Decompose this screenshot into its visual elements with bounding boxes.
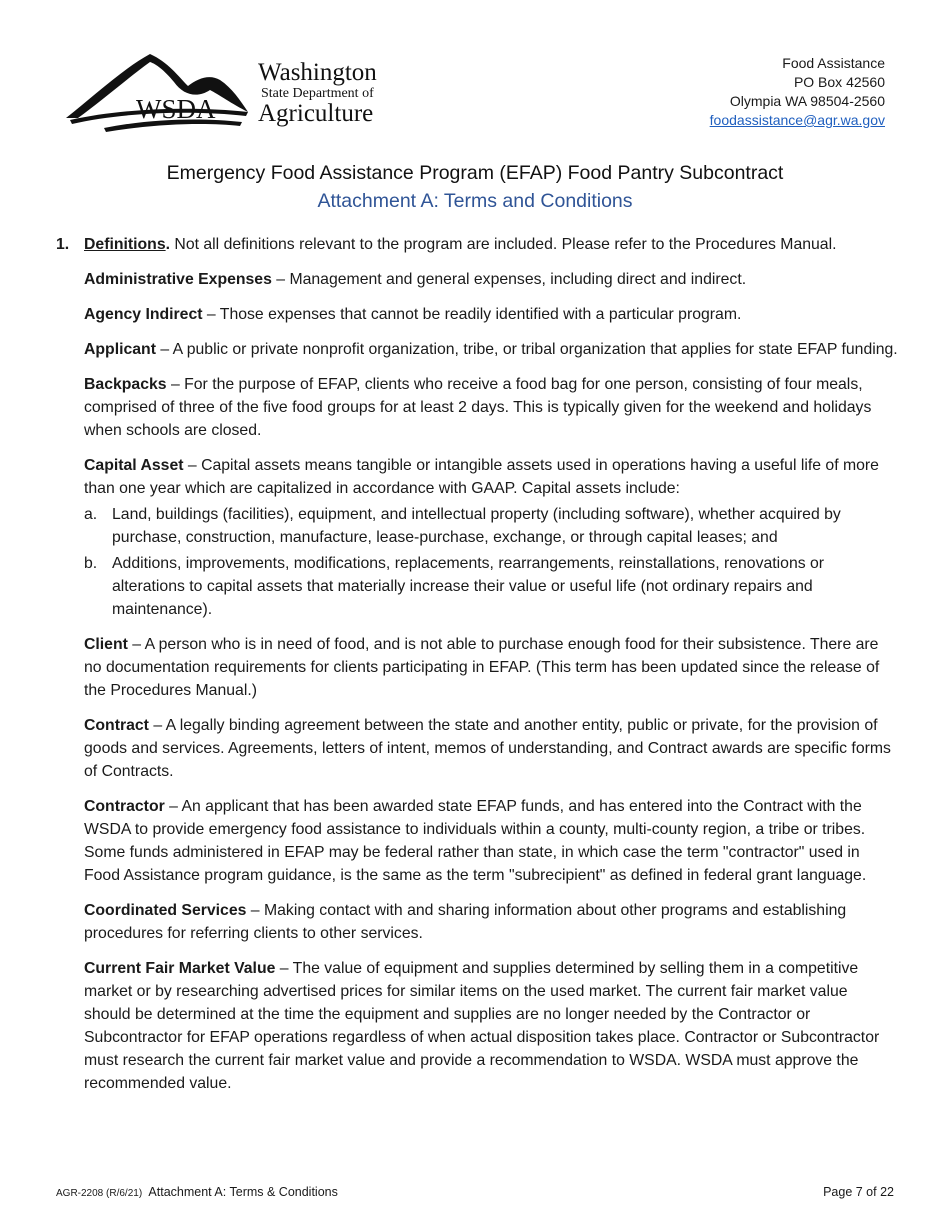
definition-text: – A person who is in need of food, and is not able to purchase enough food for their subsistence. There are no documentation requirements for clients participating in EFAP. (This term has been updated since the release of the Procedures Manual.) bbox=[84, 636, 880, 699]
wsda-logo bbox=[64, 48, 384, 134]
email-link[interactable]: foodassistance@agr.wa.gov bbox=[709, 112, 885, 128]
section-intro: Not all definitions relevant to the program are included. Please refer to the Procedures Manual. bbox=[170, 236, 837, 253]
logo-washington: Washington bbox=[258, 59, 377, 86]
wsda-mountain-logo-icon bbox=[64, 48, 250, 134]
definition-applicant bbox=[84, 338, 898, 361]
definition-current-fair-market-value bbox=[84, 957, 898, 1095]
definition-text: – Making contact with and sharing information about other programs and establishing procedures for referring clients to other services. bbox=[84, 902, 847, 942]
list-item-letter: b. bbox=[84, 555, 98, 572]
definition-backpacks bbox=[84, 373, 898, 442]
definition-term: Agency Indirect bbox=[84, 306, 203, 323]
definition-agency-indirect bbox=[84, 303, 898, 326]
list-item-text: Additions, improvements, modifications, replacements, rearrangements, reinstallations, renovations or alterations to capital assets that materially increase their value or useful life (not ordinary repairs and maintenance). bbox=[112, 555, 825, 618]
definition-client bbox=[84, 633, 898, 702]
definition-term: Administrative Expenses bbox=[84, 271, 272, 288]
definition-term: Applicant bbox=[84, 341, 156, 358]
definition-text: – A legally binding agreement between the state and another entity, public or private, for the provision of goods and services. Agreements, letters of intent, memos of understanding, and Contract awards are specific forms of Contracts. bbox=[84, 717, 891, 780]
definition-text: – A public or private nonprofit organization, tribe, or tribal organization that applies for state EFAP funding. bbox=[155, 341, 898, 358]
svg-text:WSDA: WSDA bbox=[136, 94, 216, 124]
list-item-text: Land, buildings (facilities), equipment, and intellectual property (including software), whether acquired by purchase, construction, manufacture, lease-purchase, exchange, or through capital leases; and bbox=[112, 506, 841, 546]
definition-text: – Capital assets means tangible or intangible assets used in operations having a useful life of more than one year which are capitalized in accordance with GAAP. Capital assets include: bbox=[84, 457, 879, 497]
definition-text: – The value of equipment and supplies determined by selling them in a competitive market or by researching advertised prices for similar items on the used market. The current fair market value should be determined at the time the equipment and supplies are no longer needed by the Contractor or Subcontractor for EFAP operations regardless of when actual disposition takes place. Contractor or Subcontractor must research the current fair market value and provide a recommendation to WSDA. WSDA must approve the recommended value. bbox=[84, 960, 880, 1092]
definition-contract bbox=[84, 714, 898, 783]
list-item-letter: a. bbox=[84, 506, 98, 523]
address-line-3: Olympia WA 98504-2560 bbox=[729, 93, 885, 109]
definition-administrative-expenses bbox=[84, 268, 898, 291]
logo-state-department: State Department of bbox=[261, 86, 374, 101]
definition-term: Capital Asset bbox=[84, 457, 184, 474]
form-code: AGR-2208 (R/6/21) bbox=[56, 1188, 143, 1199]
definition-text: – An applicant that has been awarded state EFAP funds, and has entered into the Contract with the WSDA to provide emergency food assistance to individuals within a county, multi-county region, a tribe or tribes. Some funds administered in EFAP may be federal rather than state, in which case the term "contractor" used in Food Assistance program guidance, is the same as the term "subrecipient" as defined in federal grant language. bbox=[84, 798, 867, 884]
address-line-1: Food Assistance bbox=[782, 55, 885, 71]
definition-text: – Management and general expenses, including direct and indirect. bbox=[271, 271, 747, 288]
section-definitions bbox=[56, 233, 898, 256]
section-heading-period: . bbox=[165, 236, 171, 253]
definition-term: Current Fair Market Value bbox=[84, 960, 276, 977]
document-body bbox=[56, 233, 898, 1107]
page-number: Page 7 of 22 bbox=[823, 1185, 894, 1199]
definition-contractor bbox=[84, 795, 898, 887]
definition-term: Coordinated Services bbox=[84, 902, 247, 919]
definition-coordinated-services bbox=[84, 899, 898, 945]
definition-capital-asset bbox=[84, 454, 898, 500]
document-title: Emergency Food Assistance Program (EFAP) Food Pantry Subcontract bbox=[166, 162, 784, 184]
list-item bbox=[84, 552, 898, 621]
definition-text: – For the purpose of EFAP, clients who receive a food bag for one person, consisting of four meals, comprised of three of the five food groups for at least 2 days. This is typically given for the weekend and holidays when schools are closed. bbox=[84, 376, 872, 439]
capital-asset-list bbox=[84, 503, 898, 621]
definition-term: Contract bbox=[84, 717, 149, 734]
list-item bbox=[84, 503, 898, 549]
definition-term: Backpacks bbox=[84, 376, 167, 393]
footer-label: Attachment A: Terms & Conditions bbox=[148, 1185, 338, 1199]
section-number: 1. bbox=[56, 236, 70, 253]
document-subtitle: Attachment A: Terms and Conditions bbox=[317, 190, 633, 212]
definition-text: – Those expenses that cannot be readily identified with a particular program. bbox=[202, 306, 742, 323]
logo-agriculture: Agriculture bbox=[258, 100, 374, 127]
section-heading: Definitions bbox=[84, 236, 166, 253]
definition-term: Contractor bbox=[84, 798, 165, 815]
page-footer bbox=[56, 1183, 894, 1203]
definition-term: Client bbox=[84, 636, 128, 653]
address-line-2: PO Box 42560 bbox=[793, 74, 885, 90]
return-address bbox=[710, 54, 885, 130]
